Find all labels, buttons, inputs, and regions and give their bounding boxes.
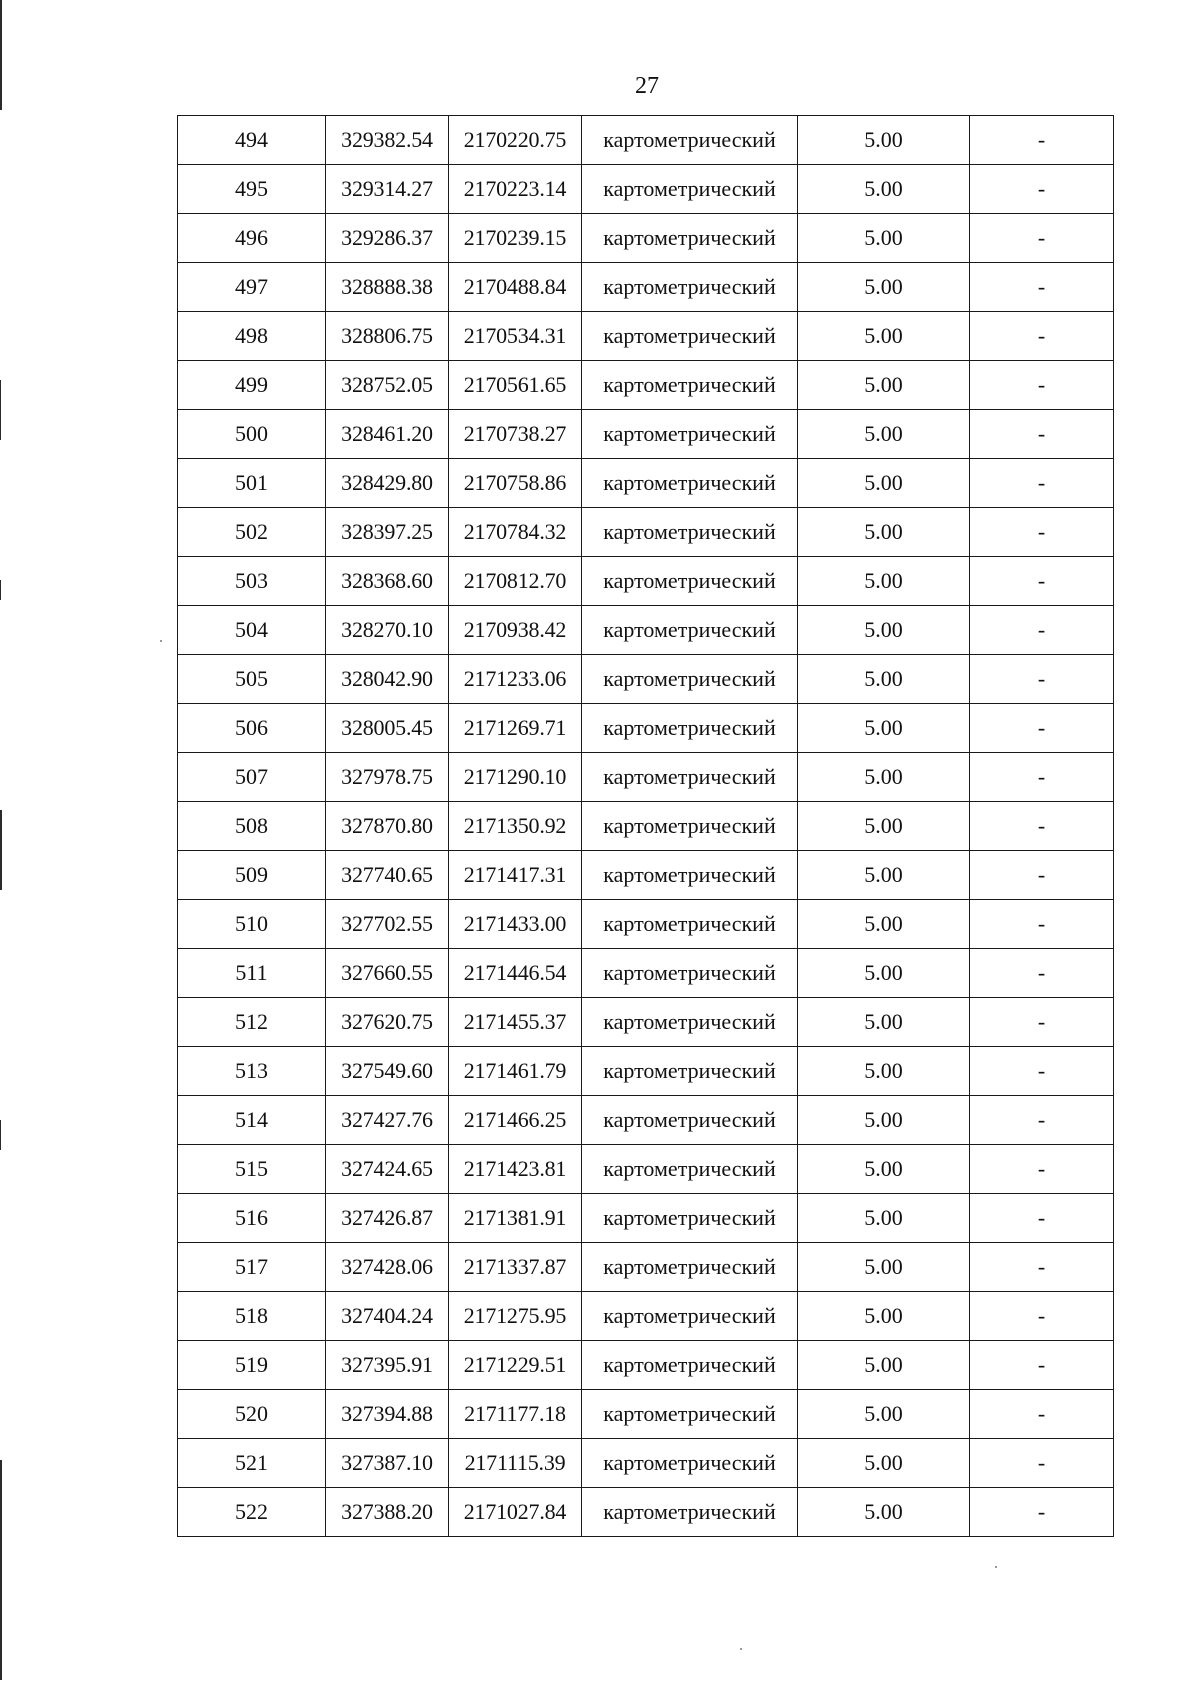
y-coordinate-cell: 2171269.71	[449, 704, 582, 753]
table-row	[178, 704, 1114, 753]
point-number-cell: 508	[178, 802, 326, 851]
table-row	[178, 949, 1114, 998]
x-coordinate-cell: 327404.24	[326, 1292, 449, 1341]
y-coordinate-cell: 2170534.31	[449, 312, 582, 361]
table-row	[178, 1341, 1114, 1390]
note-cell: -	[970, 312, 1114, 361]
accuracy-cell: 5.00	[798, 1194, 970, 1243]
note-cell: -	[970, 802, 1114, 851]
accuracy-cell: 5.00	[798, 1047, 970, 1096]
y-coordinate-cell: 2170488.84	[449, 263, 582, 312]
x-coordinate-cell: 327428.06	[326, 1243, 449, 1292]
y-coordinate-cell: 2171027.84	[449, 1488, 582, 1537]
method-cell: картометрический	[582, 1292, 798, 1341]
y-coordinate-cell: 2170938.42	[449, 606, 582, 655]
y-coordinate-cell: 2170812.70	[449, 557, 582, 606]
y-coordinate-cell: 2170784.32	[449, 508, 582, 557]
note-cell: -	[970, 1047, 1114, 1096]
point-number-cell: 507	[178, 753, 326, 802]
method-cell: картометрический	[582, 263, 798, 312]
note-cell: -	[970, 900, 1114, 949]
y-coordinate-cell: 2171275.95	[449, 1292, 582, 1341]
accuracy-cell: 5.00	[798, 1243, 970, 1292]
note-cell: -	[970, 998, 1114, 1047]
note-cell: -	[970, 214, 1114, 263]
method-cell: картометрический	[582, 165, 798, 214]
scan-speck	[995, 1566, 997, 1568]
method-cell: картометрический	[582, 361, 798, 410]
note-cell: -	[970, 263, 1114, 312]
table-row	[178, 1145, 1114, 1194]
accuracy-cell: 5.00	[798, 655, 970, 704]
x-coordinate-cell: 327870.80	[326, 802, 449, 851]
method-cell: картометрический	[582, 900, 798, 949]
point-number-cell: 514	[178, 1096, 326, 1145]
x-coordinate-cell: 327424.65	[326, 1145, 449, 1194]
note-cell: -	[970, 1292, 1114, 1341]
accuracy-cell: 5.00	[798, 1096, 970, 1145]
note-cell: -	[970, 851, 1114, 900]
y-coordinate-cell: 2171229.51	[449, 1341, 582, 1390]
method-cell: картометрический	[582, 949, 798, 998]
x-coordinate-cell: 328429.80	[326, 459, 449, 508]
scan-edge-line	[0, 1460, 2, 1680]
x-coordinate-cell: 327427.76	[326, 1096, 449, 1145]
table-row	[178, 606, 1114, 655]
note-cell: -	[970, 410, 1114, 459]
method-cell: картометрический	[582, 1390, 798, 1439]
point-number-cell: 495	[178, 165, 326, 214]
point-number-cell: 518	[178, 1292, 326, 1341]
accuracy-cell: 5.00	[798, 1488, 970, 1537]
method-cell: картометрический	[582, 1243, 798, 1292]
accuracy-cell: 5.00	[798, 116, 970, 165]
table-row	[178, 1292, 1114, 1341]
method-cell: картометрический	[582, 459, 798, 508]
y-coordinate-cell: 2171290.10	[449, 753, 582, 802]
point-number-cell: 510	[178, 900, 326, 949]
table-row	[178, 1390, 1114, 1439]
x-coordinate-cell: 328368.60	[326, 557, 449, 606]
y-coordinate-cell: 2171433.00	[449, 900, 582, 949]
x-coordinate-cell: 327394.88	[326, 1390, 449, 1439]
x-coordinate-cell: 328397.25	[326, 508, 449, 557]
note-cell: -	[970, 1096, 1114, 1145]
accuracy-cell: 5.00	[798, 1439, 970, 1488]
x-coordinate-cell: 328752.05	[326, 361, 449, 410]
table-row	[178, 998, 1114, 1047]
note-cell: -	[970, 361, 1114, 410]
coordinates-table-body	[178, 116, 1114, 1537]
accuracy-cell: 5.00	[798, 263, 970, 312]
method-cell: картометрический	[582, 1145, 798, 1194]
note-cell: -	[970, 655, 1114, 704]
accuracy-cell: 5.00	[798, 1341, 970, 1390]
accuracy-cell: 5.00	[798, 851, 970, 900]
point-number-cell: 504	[178, 606, 326, 655]
method-cell: картометрический	[582, 998, 798, 1047]
table-row	[178, 802, 1114, 851]
point-number-cell: 512	[178, 998, 326, 1047]
note-cell: -	[970, 557, 1114, 606]
method-cell: картометрический	[582, 851, 798, 900]
accuracy-cell: 5.00	[798, 557, 970, 606]
x-coordinate-cell: 327978.75	[326, 753, 449, 802]
accuracy-cell: 5.00	[798, 753, 970, 802]
note-cell: -	[970, 753, 1114, 802]
point-number-cell: 516	[178, 1194, 326, 1243]
y-coordinate-cell: 2171337.87	[449, 1243, 582, 1292]
note-cell: -	[970, 165, 1114, 214]
table-row	[178, 900, 1114, 949]
point-number-cell: 521	[178, 1439, 326, 1488]
accuracy-cell: 5.00	[798, 459, 970, 508]
x-coordinate-cell: 328042.90	[326, 655, 449, 704]
y-coordinate-cell: 2170738.27	[449, 410, 582, 459]
accuracy-cell: 5.00	[798, 410, 970, 459]
table-row	[178, 1439, 1114, 1488]
table-row	[178, 1488, 1114, 1537]
note-cell: -	[970, 1341, 1114, 1390]
point-number-cell: 522	[178, 1488, 326, 1537]
point-number-cell: 501	[178, 459, 326, 508]
point-number-cell: 511	[178, 949, 326, 998]
y-coordinate-cell: 2171177.18	[449, 1390, 582, 1439]
note-cell: -	[970, 1488, 1114, 1537]
x-coordinate-cell: 328461.20	[326, 410, 449, 459]
note-cell: -	[970, 116, 1114, 165]
x-coordinate-cell: 329286.37	[326, 214, 449, 263]
table-row	[178, 655, 1114, 704]
y-coordinate-cell: 2171115.39	[449, 1439, 582, 1488]
y-coordinate-cell: 2171423.81	[449, 1145, 582, 1194]
y-coordinate-cell: 2170561.65	[449, 361, 582, 410]
point-number-cell: 509	[178, 851, 326, 900]
point-number-cell: 520	[178, 1390, 326, 1439]
table-row	[178, 1194, 1114, 1243]
point-number-cell: 515	[178, 1145, 326, 1194]
scan-edge-line	[0, 1120, 1, 1150]
point-number-cell: 517	[178, 1243, 326, 1292]
y-coordinate-cell: 2171381.91	[449, 1194, 582, 1243]
note-cell: -	[970, 459, 1114, 508]
table-row	[178, 851, 1114, 900]
note-cell: -	[970, 949, 1114, 998]
x-coordinate-cell: 329382.54	[326, 116, 449, 165]
method-cell: картометрический	[582, 655, 798, 704]
note-cell: -	[970, 1145, 1114, 1194]
y-coordinate-cell: 2170239.15	[449, 214, 582, 263]
table-row	[178, 753, 1114, 802]
table-row	[178, 1243, 1114, 1292]
page-number	[0, 72, 1200, 100]
accuracy-cell: 5.00	[798, 508, 970, 557]
accuracy-cell: 5.00	[798, 312, 970, 361]
accuracy-cell: 5.00	[798, 214, 970, 263]
point-number-cell: 498	[178, 312, 326, 361]
y-coordinate-cell: 2171466.25	[449, 1096, 582, 1145]
method-cell: картометрический	[582, 116, 798, 165]
coordinates-table	[177, 115, 1114, 1537]
note-cell: -	[970, 1243, 1114, 1292]
accuracy-cell: 5.00	[798, 1390, 970, 1439]
accuracy-cell: 5.00	[798, 165, 970, 214]
point-number-cell: 500	[178, 410, 326, 459]
method-cell: картометрический	[582, 1488, 798, 1537]
accuracy-cell: 5.00	[798, 1292, 970, 1341]
scan-edge-line	[0, 810, 2, 890]
x-coordinate-cell: 328806.75	[326, 312, 449, 361]
point-number-cell: 497	[178, 263, 326, 312]
accuracy-cell: 5.00	[798, 998, 970, 1047]
method-cell: картометрический	[582, 704, 798, 753]
x-coordinate-cell: 327620.75	[326, 998, 449, 1047]
y-coordinate-cell: 2171233.06	[449, 655, 582, 704]
point-number-cell: 505	[178, 655, 326, 704]
note-cell: -	[970, 606, 1114, 655]
x-coordinate-cell: 327740.65	[326, 851, 449, 900]
method-cell: картометрический	[582, 214, 798, 263]
point-number-cell: 519	[178, 1341, 326, 1390]
accuracy-cell: 5.00	[798, 949, 970, 998]
y-coordinate-cell: 2171446.54	[449, 949, 582, 998]
y-coordinate-cell: 2171350.92	[449, 802, 582, 851]
scan-edge-line	[0, 380, 1, 440]
y-coordinate-cell: 2170223.14	[449, 165, 582, 214]
method-cell: картометрический	[582, 557, 798, 606]
note-cell: -	[970, 704, 1114, 753]
accuracy-cell: 5.00	[798, 1145, 970, 1194]
page-number-text: 27	[635, 73, 659, 99]
y-coordinate-cell: 2171455.37	[449, 998, 582, 1047]
x-coordinate-cell: 328270.10	[326, 606, 449, 655]
method-cell: картометрический	[582, 606, 798, 655]
scan-speck	[160, 640, 162, 642]
method-cell: картометрический	[582, 508, 798, 557]
table-row	[178, 116, 1114, 165]
y-coordinate-cell: 2170220.75	[449, 116, 582, 165]
x-coordinate-cell: 327702.55	[326, 900, 449, 949]
y-coordinate-cell: 2171461.79	[449, 1047, 582, 1096]
note-cell: -	[970, 508, 1114, 557]
table-row	[178, 410, 1114, 459]
table-row	[178, 508, 1114, 557]
method-cell: картометрический	[582, 312, 798, 361]
accuracy-cell: 5.00	[798, 900, 970, 949]
point-number-cell: 506	[178, 704, 326, 753]
point-number-cell: 503	[178, 557, 326, 606]
accuracy-cell: 5.00	[798, 704, 970, 753]
scan-speck	[740, 1648, 742, 1650]
x-coordinate-cell: 327426.87	[326, 1194, 449, 1243]
note-cell: -	[970, 1390, 1114, 1439]
method-cell: картометрический	[582, 1194, 798, 1243]
x-coordinate-cell: 327387.10	[326, 1439, 449, 1488]
x-coordinate-cell: 328888.38	[326, 263, 449, 312]
point-number-cell: 502	[178, 508, 326, 557]
table-row	[178, 214, 1114, 263]
note-cell: -	[970, 1439, 1114, 1488]
x-coordinate-cell: 329314.27	[326, 165, 449, 214]
table-row	[178, 263, 1114, 312]
x-coordinate-cell: 327549.60	[326, 1047, 449, 1096]
x-coordinate-cell: 327388.20	[326, 1488, 449, 1537]
x-coordinate-cell: 327395.91	[326, 1341, 449, 1390]
table-row	[178, 165, 1114, 214]
scan-edge-line	[0, 580, 1, 600]
x-coordinate-cell: 327660.55	[326, 949, 449, 998]
accuracy-cell: 5.00	[798, 802, 970, 851]
method-cell: картометрический	[582, 753, 798, 802]
method-cell: картометрический	[582, 1341, 798, 1390]
point-number-cell: 499	[178, 361, 326, 410]
method-cell: картометрический	[582, 1439, 798, 1488]
method-cell: картометрический	[582, 410, 798, 459]
table-row	[178, 361, 1114, 410]
table-row	[178, 312, 1114, 361]
method-cell: картометрический	[582, 1047, 798, 1096]
method-cell: картометрический	[582, 802, 798, 851]
point-number-cell: 496	[178, 214, 326, 263]
method-cell: картометрический	[582, 1096, 798, 1145]
table-row	[178, 1096, 1114, 1145]
accuracy-cell: 5.00	[798, 361, 970, 410]
point-number-cell: 513	[178, 1047, 326, 1096]
point-number-cell: 494	[178, 116, 326, 165]
table-row	[178, 557, 1114, 606]
y-coordinate-cell: 2170758.86	[449, 459, 582, 508]
table-row	[178, 459, 1114, 508]
table-row	[178, 1047, 1114, 1096]
y-coordinate-cell: 2171417.31	[449, 851, 582, 900]
x-coordinate-cell: 328005.45	[326, 704, 449, 753]
accuracy-cell: 5.00	[798, 606, 970, 655]
note-cell: -	[970, 1194, 1114, 1243]
